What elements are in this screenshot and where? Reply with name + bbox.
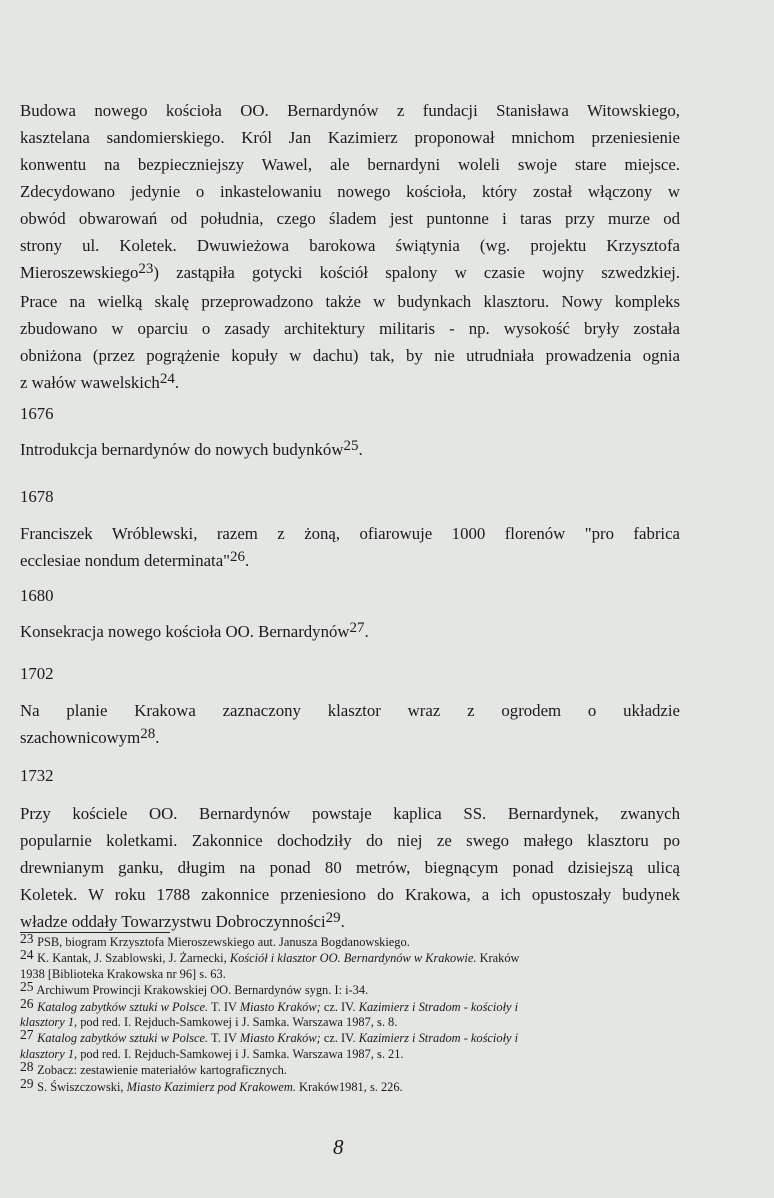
entry-line: popularnie koletkami. Zakonnice dochodziły do niej ze swego małego klasztoru po [20,831,680,850]
paragraph-line: kasztelana sandomierskiego. Król Jan Kazimierz proponował mnichom przeniesienie [20,128,680,147]
entry-year: 1732 [20,766,54,785]
entry-year: 1676 [20,404,54,423]
entry-line: Na planie Krakowa zaznaczony klasztor wraz z ogrodem o układzie [20,701,680,720]
footnote-26-cont [20,1015,720,1030]
footnote-text: Kraków1981, s. 226. [295,1079,403,1094]
entry-line: Konsekracja nowego kościoła OO. Bernardynów27. [20,620,369,641]
footnote-number: 24 [20,947,34,963]
paragraph-line: zbudowano w oparciu o zasady architektury militaris - np. wysokość bryły została [20,319,680,338]
footnote-23 [20,931,720,950]
footnote-text: Kraków [476,951,520,966]
footnote-title: Katalog zabytków sztuki w Polsce. [37,1031,209,1046]
footnote-title: klasztory 1, [20,1046,78,1061]
entry-text [20,697,680,753]
paragraph-line: konwentu na bezpieczniejszy Wawel, ale bernardyni woleli swoje stare miejsce. [20,155,680,174]
footnote-number: 29 [20,1075,34,1091]
footnote-title: Kościół i klasztor OO. Bernardynów w Krakowie. [229,951,477,966]
paragraph-line: Budowa nowego kościoła OO. Bernardynów z fundacji Stanisława Witowskiego, [20,101,680,120]
footnote-27-cont [20,1047,720,1062]
footnote-text: cz. IV. [320,999,359,1014]
footnote-number: 26 [20,995,34,1011]
paragraph-main [20,97,680,398]
entry-line: szachownicowym28. [20,726,160,747]
footnote-24-cont: 1938 [Biblioteka Krakowska nr 96] s. 63. [20,966,226,981]
footnote-number: 25 [20,979,34,995]
paragraph-line: obwód obwarowań od południa, czego śladem jest puntonne i taras przy murze od [20,209,680,228]
entry-year: 1680 [20,586,54,605]
footnote-title: Miasto Kraków; [239,1031,321,1046]
footnote-text: pod red. I. Rejduch-Samkowej i J. Samka. Warszawa 1987, s. 8. [77,1015,398,1030]
paragraph-line: Zdecydowano jedynie o inkastelowaniu nowego kościoła, który został włączony w [20,182,680,201]
footnote-text: S. Świszczowski, [37,1079,127,1094]
entry-year: 1702 [20,664,54,683]
entry-line: Franciszek Wróblewski, razem z żoną, ofiarowuje 1000 florenów "pro fabrica [20,524,680,543]
paragraph-line: Prace na wielką skalę przeprowadzono także w budynkach klasztoru. Nowy kompleks [20,292,680,311]
footnote-ref-24[interactable]: 24 [159,371,175,387]
paragraph-text: Mieroszewskiego [20,263,139,282]
entry-text [20,618,680,647]
entry-line: Przy kościele OO. Bernardynów powstaje kaplica SS. Bernardynek, zwanych [20,804,680,823]
footnote-ref-27[interactable]: 27 [349,620,365,636]
entry-line-text: szachownicowym [20,728,141,747]
footnote-ref-29[interactable]: 29 [325,910,341,926]
paragraph-line-with-ref: z wałów wawelskich24. [20,371,180,392]
footnote-number: 27 [20,1027,34,1043]
footnote-text: Archiwum Prowincji Krakowskiej OO. Bernardynów sygn. I: i-34. [36,983,369,998]
footnote-25 [20,979,720,998]
entry-line: drewnianym ganku, długim na ponad 80 metrów, biegnącym ponad dzisiejszą ulicą [20,858,680,877]
footnote-title: Kazimierz i Stradom - kościoły i [358,1031,519,1046]
entry-line-text: Introdukcja bernardynów do nowych budynków [20,440,344,459]
footnote-title: klasztory 1, [20,1015,78,1030]
footnote-number: 28 [20,1059,34,1075]
entry-year: 1678 [20,487,54,506]
entry-text [20,436,680,465]
paragraph-text: ) zastąpiła gotycki kościół spalony w czasie wojny szwedzkiej. [153,263,680,282]
paragraph-line: obniżona (przez pogrążenie kopuły w dachu) tak, by nie utrudniała prowadzenia ognia [20,346,680,365]
footnote-29 [20,1075,720,1095]
footnote-text: PSB, biogram Krzysztofa Mieroszewskiego aut. Janusza Bogdanowskiego. [37,935,410,949]
footnote-title: Katalog zabytków sztuki w Polsce. [37,999,209,1014]
footnote-ref-26[interactable]: 26 [230,549,245,565]
footnote-ref-25[interactable]: 25 [343,438,359,454]
footnote-text: K. Kantak, J. Szablowski, J. Żarnecki, [37,951,230,966]
footnote-text: cz. IV. [320,1031,359,1046]
entry-line: Introdukcja bernardynów do nowych budynków25. [20,438,363,459]
footnote-28 [20,1059,720,1078]
entry-line-text: władze oddały Towarzystwu Dobroczynności [20,912,326,931]
paragraph-text: z wałów wawelskich [20,373,160,392]
entry-line: Koletek. W roku 1788 zakonnice przeniesiono do Krakowa, a ich opustoszały budynek [20,885,680,904]
entry-line-text: Konsekracja nowego kościoła OO. Bernardynów [20,622,350,641]
page-number: 8 [333,1135,344,1159]
entry-line: władze oddały Towarzystwu Dobroczynności29. [20,910,345,931]
entry-line: ecclesiae nondum determinata"26. [20,549,250,570]
footnote-27 [20,1027,720,1046]
entry-text [20,800,680,937]
paragraph-line-with-ref [20,259,680,288]
entry-text [20,520,680,576]
paragraph-line: strony ul. Koletek. Dwuwieżowa barokowa świątynia (wg. projektu Krzysztofa [20,236,680,255]
footnote-text: T. IV [208,999,240,1014]
footnote-text: T. IV [208,1031,240,1046]
footnote-divider [20,932,170,933]
footnote-ref-28[interactable]: 28 [140,726,156,742]
footnote-title: Kazimierz i Stradom - kościoły i [358,999,519,1014]
footnote-number: 23 [20,931,34,946]
footnote-text: pod red. I. Rejduch-Samkowej i J. Samka. Warszawa 1987, s. 21. [77,1046,404,1061]
footnote-title: Miasto Kraków; [239,999,321,1014]
footnote-text: Zobacz: zestawienie materiałów kartograficznych. [37,1063,287,1078]
footnote-26 [20,995,720,1015]
footnote-24 [20,947,720,966]
footnote-ref-23[interactable]: 23 [138,261,154,277]
entry-line-text: ecclesiae nondum determinata" [20,551,230,570]
footnotes [20,931,720,1095]
footnote-title: Miasto Kazimierz pod Krakowem. [126,1079,296,1094]
